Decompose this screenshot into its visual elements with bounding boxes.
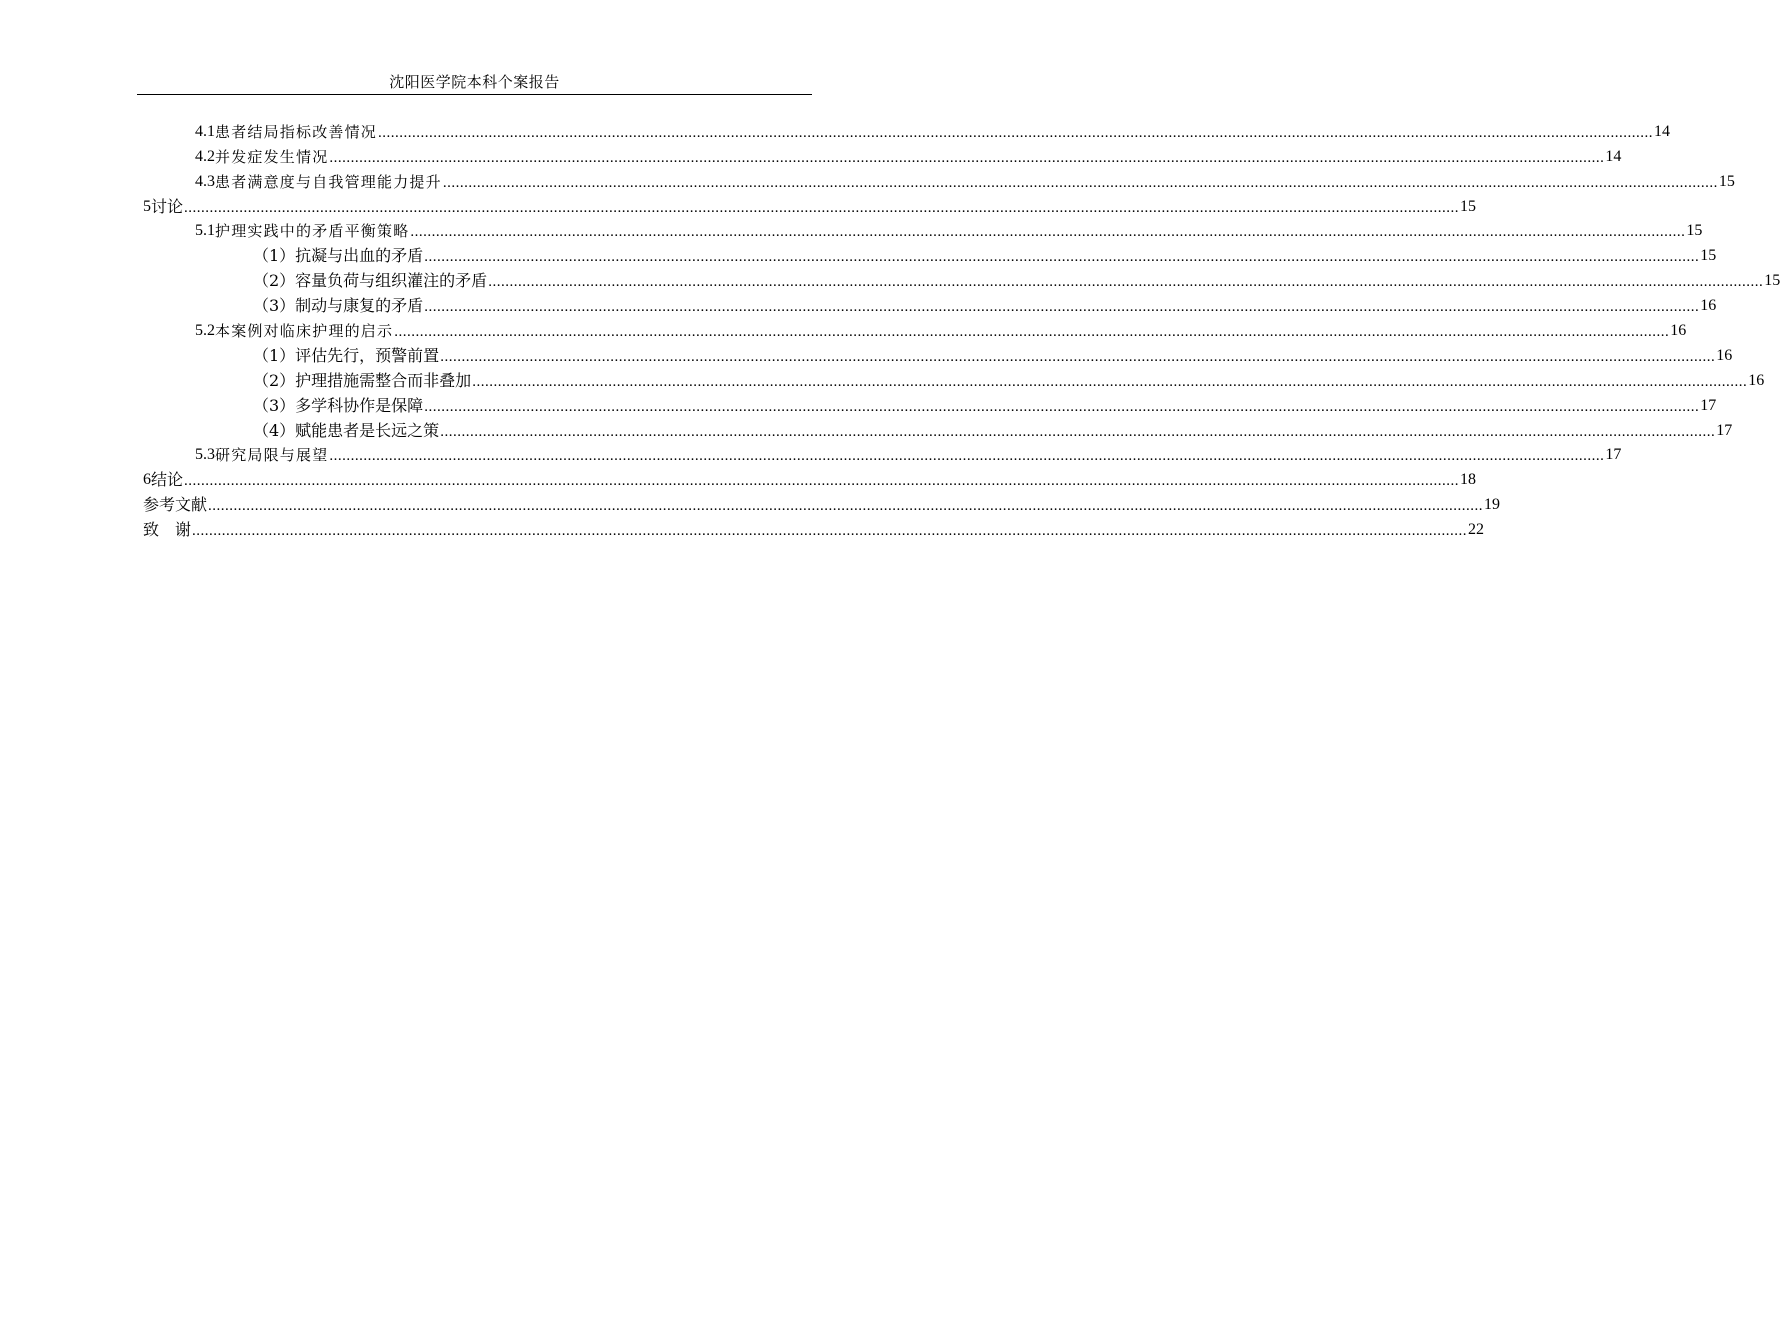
- toc-entry[interactable]: [143, 267, 1780, 292]
- toc-entry[interactable]: [143, 292, 1717, 317]
- toc-title: 参考文献: [143, 495, 208, 515]
- toc-leader: ............................................................................................................................................................................................................................................................................................................: [488, 274, 1764, 291]
- toc-page: 15: [1686, 222, 1703, 240]
- page-header: [137, 72, 812, 95]
- toc-entry[interactable]: [143, 367, 1765, 392]
- toc-leader: ............................................................................................................................................................................................................................................................................................................: [424, 398, 1700, 415]
- toc-leader: ............................................................................................................................................................................................................................................................................................................: [192, 523, 1468, 540]
- toc-entry[interactable]: [143, 442, 1622, 467]
- toc-page: 15: [1718, 172, 1735, 190]
- table-of-contents: [143, 118, 1780, 541]
- toc-title: （3）多学科协作是保障: [253, 395, 424, 415]
- toc-title: （2）护理措施需整合而非叠加: [253, 370, 472, 390]
- toc-entry[interactable]: [143, 342, 1733, 367]
- toc-number: 5: [143, 197, 151, 215]
- toc-page: 15: [1460, 197, 1477, 215]
- toc-leader: ............................................................................................................................................................................................................................................................................................................: [329, 448, 1605, 465]
- toc-page: 19: [1484, 496, 1501, 514]
- toc-page: 16: [1670, 322, 1687, 340]
- toc-title: （1）抗凝与出血的矛盾: [253, 246, 424, 266]
- toc-title: （1）评估先行，预警前置: [253, 345, 440, 365]
- toc-leader: ............................................................................................................................................................................................................................................................................................................: [472, 373, 1748, 390]
- toc-page: 16: [1748, 371, 1765, 389]
- toc-entry[interactable]: [143, 218, 1703, 243]
- toc-leader: ............................................................................................................................................................................................................................................................................................................: [329, 149, 1605, 166]
- toc-title: 患者满意度与自我管理能力提升: [215, 172, 442, 191]
- toc-number: 4.2: [195, 147, 215, 165]
- toc-entry[interactable]: [143, 168, 1735, 193]
- toc-leader: ............................................................................................................................................................................................................................................................................................................: [184, 473, 1460, 490]
- toc-entry[interactable]: [143, 317, 1687, 342]
- toc-number: 5.1: [195, 222, 215, 240]
- toc-page: 17: [1716, 421, 1733, 439]
- toc-entry[interactable]: [143, 417, 1733, 442]
- toc-entry[interactable]: [143, 392, 1717, 417]
- toc-page: 14: [1605, 147, 1622, 165]
- toc-leader: ............................................................................................................................................................................................................................................................................................................: [424, 299, 1700, 316]
- toc-leader: ............................................................................................................................................................................................................................................................................................................: [442, 174, 1718, 191]
- toc-title: 本案例对临床护理的启示: [215, 322, 394, 341]
- header-title: 沈阳医学院本科个案报告: [389, 73, 560, 91]
- toc-page: 16: [1716, 346, 1733, 364]
- toc-title: （3）制动与康复的矛盾: [253, 296, 424, 316]
- toc-title: 并发症发生情况: [215, 147, 329, 166]
- toc-title: 研究局限与展望: [215, 446, 329, 465]
- toc-number: 4.1: [195, 122, 215, 140]
- toc-page: 18: [1460, 471, 1477, 489]
- toc-entry[interactable]: [143, 516, 1485, 541]
- toc-entry[interactable]: [143, 491, 1501, 516]
- toc-leader: ............................................................................................................................................................................................................................................................................................................: [208, 498, 1484, 515]
- toc-number: 5.2: [195, 322, 215, 340]
- toc-leader: ............................................................................................................................................................................................................................................................................................................: [184, 199, 1460, 216]
- toc-page: 14: [1654, 122, 1671, 140]
- toc-entry[interactable]: [143, 143, 1622, 168]
- toc-title: 致 谢: [143, 520, 192, 540]
- toc-number: 4.3: [195, 172, 215, 190]
- toc-number: 6: [143, 471, 151, 489]
- toc-leader: ............................................................................................................................................................................................................................................................................................................: [440, 348, 1716, 365]
- toc-page: 17: [1605, 446, 1622, 464]
- toc-title: 患者结局指标改善情况: [215, 122, 378, 141]
- toc-leader: ............................................................................................................................................................................................................................................................................................................: [378, 124, 1654, 141]
- toc-page: 15: [1764, 272, 1780, 290]
- toc-entry[interactable]: [143, 242, 1717, 267]
- toc-entry[interactable]: [143, 118, 1671, 143]
- toc-title: （2）容量负荷与组织灌注的矛盾: [253, 271, 488, 291]
- toc-page: 15: [1700, 247, 1717, 265]
- toc-number: 5.3: [195, 446, 215, 464]
- toc-page: 22: [1468, 521, 1485, 539]
- toc-page: 17: [1700, 396, 1717, 414]
- toc-entry[interactable]: [143, 193, 1477, 218]
- toc-leader: ............................................................................................................................................................................................................................................................................................................: [394, 324, 1670, 341]
- toc-title: 结论: [151, 470, 184, 490]
- toc-title: 护理实践中的矛盾平衡策略: [215, 222, 410, 241]
- toc-title: 讨论: [151, 196, 184, 216]
- toc-title: （4）赋能患者是长远之策: [253, 420, 440, 440]
- toc-entry[interactable]: [143, 466, 1477, 491]
- toc-leader: ............................................................................................................................................................................................................................................................................................................: [410, 224, 1686, 241]
- toc-page: 16: [1700, 297, 1717, 315]
- toc-leader: ............................................................................................................................................................................................................................................................................................................: [440, 423, 1716, 440]
- toc-leader: ............................................................................................................................................................................................................................................................................................................: [424, 249, 1700, 266]
